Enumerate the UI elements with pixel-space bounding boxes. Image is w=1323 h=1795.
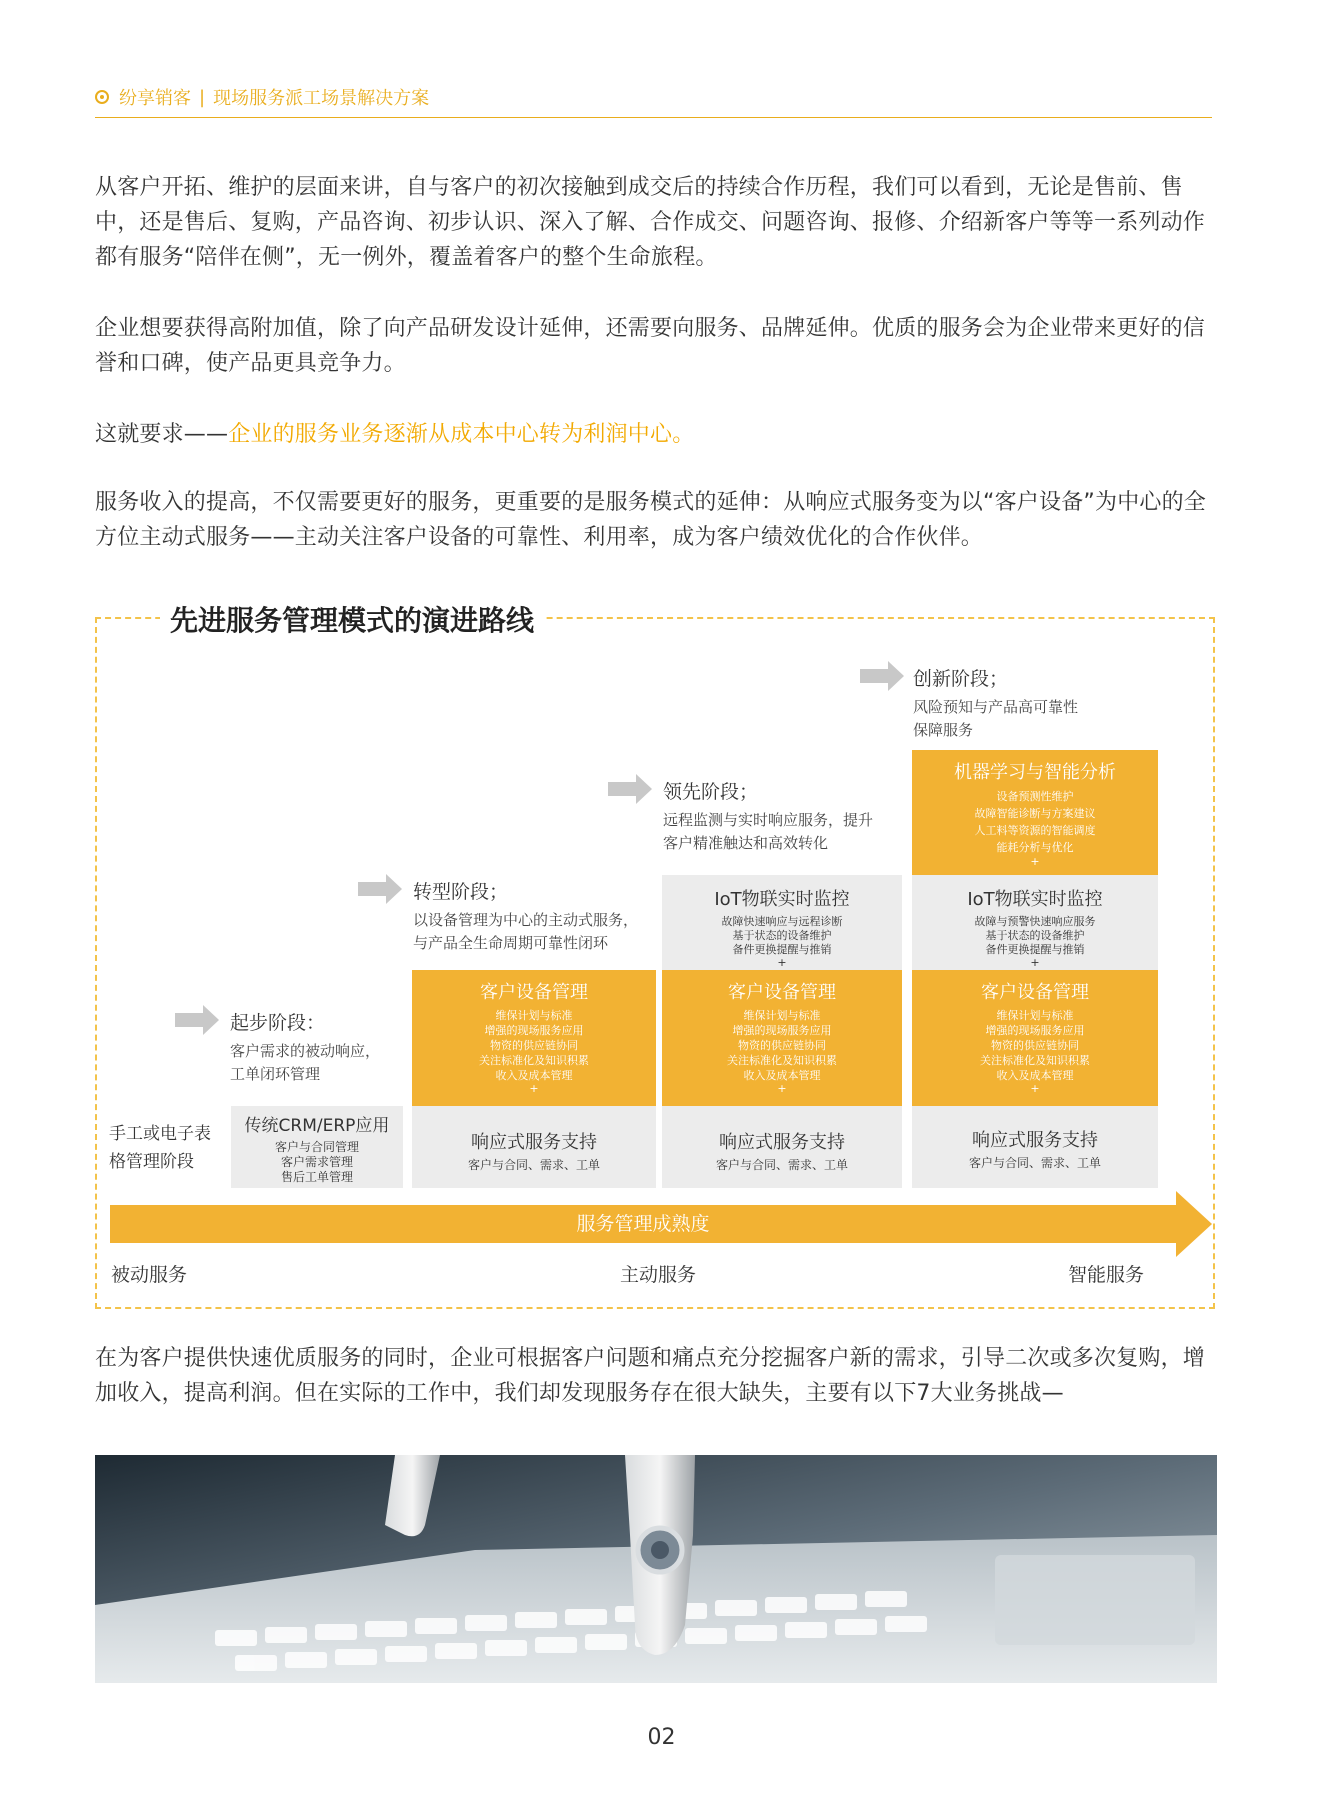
crm-title: 传统CRM/ERP应用 [244,1116,390,1136]
response-box-col4 [912,1106,1158,1188]
iot-items [662,915,902,957]
ml-box [912,750,1158,875]
brand-name: 纷享销客 [119,88,191,109]
device-items [912,1008,1158,1083]
response-box-col2 [412,1106,656,1188]
device-title: 客户设备管理 [480,982,588,1003]
iot-item: 故障快速响应与远程诊断 [721,915,843,928]
stage3-title: 领先阶段； [663,781,759,803]
device-box-col2 [412,970,656,1106]
stage2-title: 转型阶段； [413,881,509,903]
page-header [95,86,429,108]
ml-item: 人工料等资源的智能调度 [974,824,1096,837]
device-item: 维保计划与标准 [495,1009,573,1022]
device-item: 关注标准化及知识积累 [479,1054,589,1067]
device-item: 关注标准化及知识积累 [727,1054,837,1067]
response-title: 响应式服务支持 [719,1132,845,1153]
plus-sign: + [777,1082,787,1095]
device-item: 维保计划与标准 [996,1009,1074,1022]
header-separator: | [199,86,206,108]
maturity-label: 服务管理成熟度 [576,1213,710,1235]
device-item: 增强的现场服务应用 [732,1024,832,1037]
iot-item: 基于状态的设备维护 [985,929,1085,942]
device-item: 维保计划与标准 [743,1009,821,1022]
response-title: 响应式服务支持 [471,1132,597,1153]
device-box-col4 [912,970,1158,1106]
device-item: 收入及成本管理 [996,1069,1074,1082]
stage1-arrow-icon [175,1005,219,1035]
paragraph-5: 在为客户提供快速优质服务的同时，企业可根据客户问题和痛点充分挖掘客户新的需求，引导二次或多次复购，增加收入，提高利润。但在实际的工作中，我们却发现服务存在很大缺失，主要有以下7大业务挑战— [95,1346,1206,1406]
figure-title: 先进服务管理模式的演进路线 [160,599,544,639]
robot-keyboard-image [95,1455,1217,1683]
crm-item: 售后工单管理 [280,1170,353,1184]
device-item: 关注标准化及知识积累 [980,1054,1090,1067]
plus-sign: + [1030,1082,1040,1095]
circle-dot-icon [95,90,109,104]
iot-items [912,915,1158,957]
header-subtitle: 现场服务派工场景解决方案 [213,88,430,109]
paragraph-3-highlight: 企业的服务业务逐渐从成本中心转为利润中心。 [228,422,695,447]
ml-item: 故障智能诊断与方案建议 [974,807,1096,820]
stage4-title: 创新阶段； [913,668,1009,690]
crm-item: 客户与合同管理 [274,1140,359,1154]
stage4-arrow-icon [860,661,904,691]
stage2-desc-1: 以设备管理为中心的主动式服务， [413,911,639,929]
stage1-desc-1: 客户需求的被动响应， [230,1042,381,1060]
stage2-arrow-icon [358,874,402,904]
iot-title: IoT物联实时监控 [714,889,850,910]
device-title: 客户设备管理 [728,982,836,1003]
stage2-desc-2: 与产品全生命周期可靠性闭环 [413,934,609,952]
device-item: 物资的供应链协同 [490,1039,578,1052]
axis-passive: 被动服务 [111,1264,188,1286]
header-divider [95,117,1212,118]
device-item: 增强的现场服务应用 [985,1024,1085,1037]
paragraph-4: 服务收入的提高，不仅需要更好的服务，更重要的是服务模式的延伸：从响应式服务变为以“客户设备”为中心的全方位主动式服务——主动关注客户设备的可靠性、利用率，成为客户绩效优化的合作伙伴。 [95,490,1206,550]
device-item: 收入及成本管理 [743,1069,821,1082]
plus-sign: + [777,956,787,969]
device-box-col3 [662,970,902,1106]
iot-item: 备件更换提醒与推销 [732,943,832,956]
iot-item: 故障与预警快速响应服务 [974,915,1096,928]
stage4-desc-2: 保障服务 [913,721,974,739]
stage1-title: 起步阶段： [230,1012,326,1034]
iot-item: 基于状态的设备维护 [732,929,832,942]
ml-item: 设备预测性维护 [996,790,1074,803]
maturity-arrow-icon [1176,1191,1212,1257]
stage3-desc-2: 客户精准触达和高效转化 [663,834,829,852]
crm-item: 客户需求管理 [280,1155,353,1169]
stage3-arrow-icon [608,774,652,804]
ml-item: 能耗分析与优化 [996,841,1074,854]
plus-sign: + [1030,956,1040,969]
ml-items [912,788,1158,856]
stage1-desc-2: 工单闭环管理 [230,1065,321,1083]
crm-items [231,1140,403,1185]
paragraph-2: 企业想要获得高附加值，除了向产品研发设计延伸，还需要向服务、品牌延伸。优质的服务会为企业带来更好的信誉和口碑，使产品更具竞争力。 [95,316,1206,376]
iot-box-col3 [662,875,902,970]
paragraph-3-prefix: 这就要求—— [95,422,229,447]
response-box-col3 [662,1106,902,1188]
ml-title: 机器学习与智能分析 [954,762,1116,783]
response-title: 响应式服务支持 [972,1130,1098,1151]
device-item: 增强的现场服务应用 [484,1024,584,1037]
robot-keyboard-illustration [95,1455,1217,1683]
device-item: 物资的供应链协同 [991,1039,1079,1052]
page-number: 02 [647,1725,676,1750]
response-desc: 客户与合同、需求、工单 [715,1158,848,1172]
stage0-label: 手工或电子表格管理阶段 [109,1124,211,1172]
device-title: 客户设备管理 [981,982,1089,1003]
response-desc: 客户与合同、需求、工单 [968,1156,1101,1170]
axis-active: 主动服务 [620,1264,697,1286]
plus-sign: + [529,1082,539,1095]
axis-smart: 智能服务 [1068,1264,1145,1286]
device-items [412,1008,656,1083]
device-item: 收入及成本管理 [495,1069,573,1082]
device-items [662,1008,902,1083]
stage3-desc-1: 远程监测与实时响应服务，提升 [663,811,874,829]
paragraph-1: 从客户开拓、维护的层面来讲，自与客户的初次接触到成交后的持续合作历程，我们可以看到，无论是售前、售中，还是售后、复购，产品咨询、初步认识、深入了解、合作成交、问题咨询、报修、介绍新客户等等一系列动作都有服务“陪伴在侧”，无一例外，覆盖着客户的整个生命旅程。 [95,175,1206,270]
device-item: 物资的供应链协同 [738,1039,826,1052]
response-desc: 客户与合同、需求、工单 [467,1158,600,1172]
iot-item: 备件更换提醒与推销 [985,943,1085,956]
stage4-desc-1: 风险预知与产品高可靠性 [913,698,1079,716]
crm-box [231,1106,403,1188]
iot-box-col4 [912,875,1158,970]
iot-title: IoT物联实时监控 [967,889,1103,910]
plus-sign: + [1030,855,1040,868]
paragraph-3 [95,417,1217,452]
